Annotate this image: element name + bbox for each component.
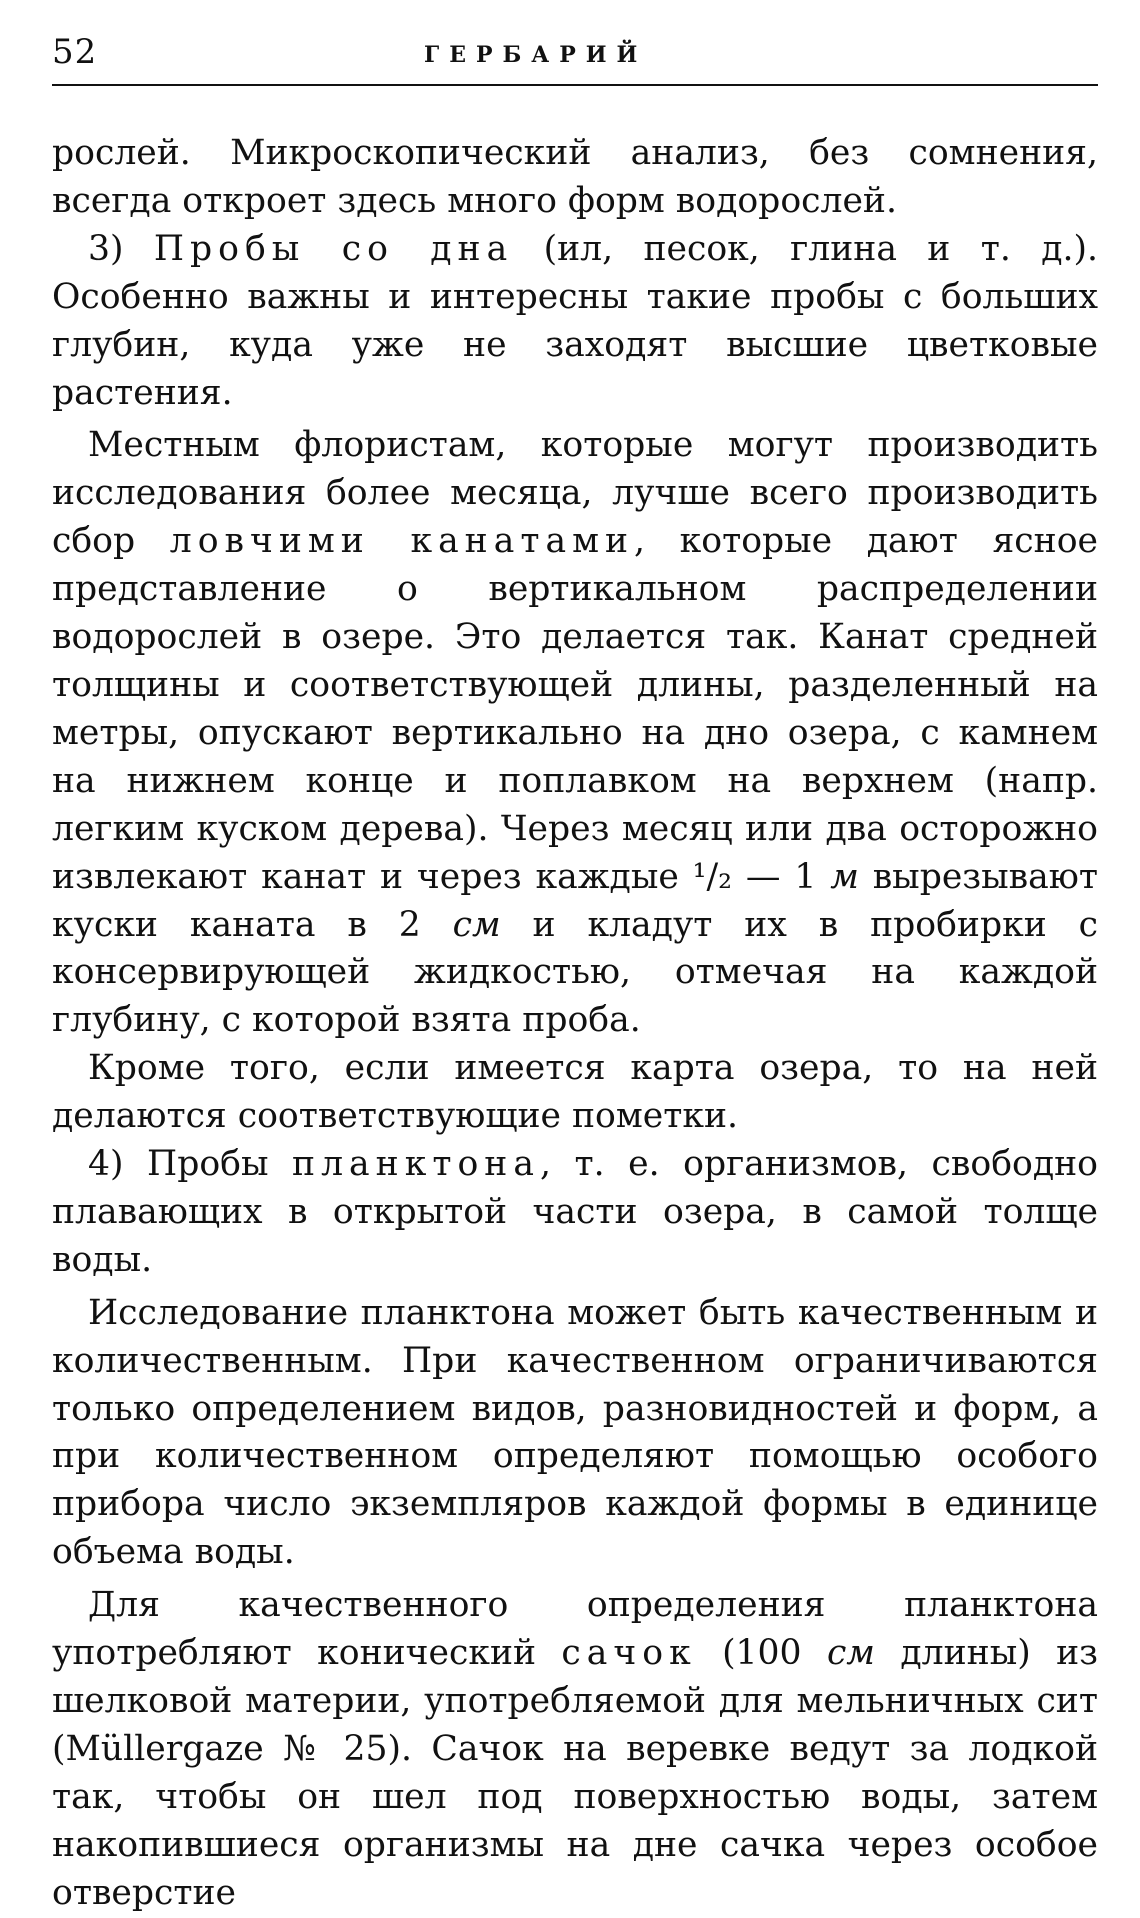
paragraph-text: и кладут их в пробирки с консервирующей жидкостью, отмечая на каждой глубину, с которой взята проба.: [52, 904, 1098, 1041]
paragraph-text: рослей. Микроскопический анализ, без сомнения, всегда откроет здесь много форм водорослей.: [52, 133, 1098, 221]
paragraph-continuation: [52, 130, 1098, 226]
paragraph-bottom-samples: [52, 226, 1098, 418]
spaced-term: Пробы со дна: [153, 228, 514, 269]
paragraph-text: — 1: [732, 856, 831, 897]
paragraph-text: 4) Пробы: [88, 1144, 293, 1185]
paragraph-lake-map: [52, 1045, 1098, 1141]
body-text: [52, 130, 1098, 1918]
spaced-term: сачок: [561, 1633, 697, 1674]
paragraph-text: (ил, песок, глина и т. д.). Особенно важны и интересны такие пробы с больших глубин, куда уже не заходят высшие цветковые растения.: [52, 228, 1098, 413]
unit-centimetre: см: [826, 1633, 875, 1674]
paragraph-text: длины) из шелковой материи, употребляемой для мельничных сит (Müllergaze № 25). Сачок на веревке ведут за лодкой так, чтобы он шел под поверхностью воды, затем накопившиеся организмы на дне сачка через особое отверстие: [52, 1633, 1098, 1913]
unit-centimetre: см: [452, 904, 501, 945]
paragraph-plankton-net: [52, 1582, 1098, 1917]
paragraph-text: 3): [88, 228, 154, 269]
running-title: ГЕРБАРИЙ: [424, 42, 648, 68]
paragraph-text: , т. е. организмов, свободно плавающих в открытой части озера, в самой толще воды.: [52, 1144, 1098, 1280]
spaced-term: планктона: [292, 1144, 540, 1185]
paragraph-text: Исследование планктона может быть качественным и количественным. При качественном ограничиваются только определением видов, разновидностей и форм, а при количественном определяют помощью особого прибора число экземпляров каждой формы в единице объема воды.: [52, 1292, 1098, 1573]
unit-metre: м: [830, 856, 859, 897]
fraction: ¹/₂: [692, 856, 733, 897]
spaced-term: ловчими канатами: [169, 521, 635, 562]
paragraph-plankton-samples: [52, 1141, 1098, 1285]
paragraph-text: Местным флористам, которые могут производить исследования более месяца, лучше всего производить сбор: [52, 425, 1098, 562]
page-header: [52, 26, 1098, 84]
header-rule: [52, 84, 1098, 86]
paragraph-text: Кроме того, если имеется карта озера, то на ней делаются соответствующие пометки.: [52, 1048, 1098, 1137]
paragraph-text: Для качественного определения планктона употребляют конический: [52, 1585, 1098, 1674]
paragraph-text: вырезывают куски каната в 2: [52, 856, 1098, 945]
paragraph-text: (100: [696, 1633, 827, 1674]
page-number: 52: [52, 32, 98, 72]
paragraph-text: , которые дают ясное представление о вертикальном распределении водорослей в озере. Это делается так. Канат средней толщины и соответствующей длины, разделенный на метры, опускают вертикально на дно озера, с камнем на нижнем конце и поплавком на верхнем (напр. легким куском дерева). Через месяц или два осторожно извлекают канат и через каждые: [52, 521, 1099, 897]
paragraph-plankton-study: [52, 1290, 1098, 1577]
paragraph-catching-ropes: [52, 422, 1098, 1045]
book-page: [52, 26, 1099, 1913]
